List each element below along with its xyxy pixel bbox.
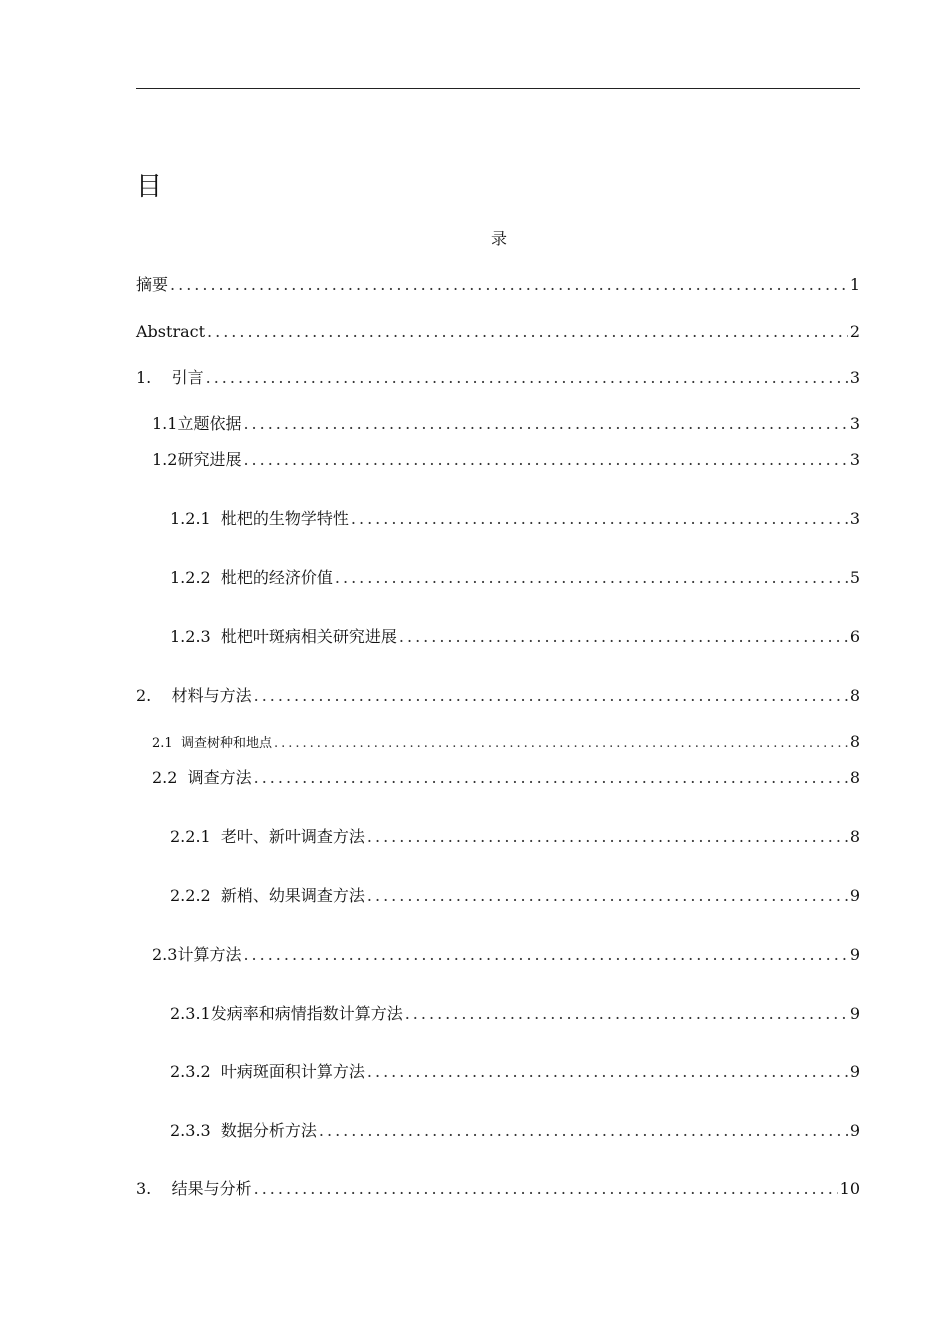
toc-entry-label: 1.2.3 枇杷叶斑病相关研究进展 [170, 627, 397, 646]
toc-entry-label: 2.3.2 叶病斑面积计算方法 [170, 1062, 365, 1081]
toc-entry-page: 9 [849, 886, 860, 905]
toc-entry-page: 8 [849, 732, 860, 751]
toc-entry-page: 2 [849, 322, 860, 341]
toc-entry-label: 1.1立题依据 [152, 414, 242, 433]
toc-leader-dots [206, 366, 848, 390]
toc-leader-dots [274, 732, 848, 756]
toc-entry-page: 3 [849, 368, 860, 387]
toc-heading: 目 [136, 172, 163, 202]
toc-leader-dots [243, 412, 847, 436]
toc-leader-dots [351, 507, 848, 531]
toc-entry-page: 1 [849, 275, 860, 294]
toc-entry-label: 2.2 调查方法 [152, 768, 252, 787]
toc-entry-label: 2.3计算方法 [152, 945, 242, 964]
toc-entry-page: 3 [849, 509, 860, 528]
toc-entry-2-3-1[interactable] [170, 1002, 860, 1026]
header-rule [136, 88, 860, 89]
toc-leader-dots [367, 884, 848, 908]
toc-entry-page: 10 [839, 1179, 860, 1198]
toc-leader-dots [243, 943, 847, 967]
toc-entry-label: Abstract [136, 322, 206, 341]
toc-entry-2-1[interactable] [152, 730, 860, 754]
toc-leader-dots [170, 273, 848, 297]
toc-entry-2-3-2[interactable] [170, 1060, 860, 1084]
toc-entry-2-3[interactable] [152, 943, 860, 967]
toc-entry-label: 3. 结果与分析 [136, 1179, 252, 1198]
toc-leader-dots [254, 684, 848, 708]
toc-entry-page: 5 [849, 568, 860, 587]
toc-entry-2-2-2[interactable] [170, 884, 860, 908]
toc-entry-label: 2.2.1 老叶、新叶调查方法 [170, 827, 365, 846]
toc-entry-1-2-2[interactable] [170, 566, 860, 590]
toc-entry-page: 9 [849, 1121, 860, 1140]
toc-leader-dots [207, 320, 848, 344]
toc-entry-label: 1.2研究进展 [152, 450, 242, 469]
toc-entry-page: 9 [849, 1004, 860, 1023]
toc-entry-page: 8 [849, 768, 860, 787]
toc-entry-2-2-1[interactable] [170, 825, 860, 849]
toc-leader-dots [254, 766, 848, 790]
toc-entry-page: 3 [849, 450, 860, 469]
toc-entry-2-3-3[interactable] [170, 1119, 860, 1143]
toc-leader-dots [254, 1177, 838, 1201]
toc-subheading: 录 [490, 229, 507, 248]
toc-leader-dots [335, 566, 848, 590]
toc-entry-results-analysis[interactable] [136, 1177, 860, 1201]
toc-entry-materials-methods[interactable] [136, 684, 860, 708]
toc-entry-page: 8 [849, 686, 860, 705]
toc-leader-dots [405, 1002, 848, 1026]
toc-entry-label: 2.1 调查树种和地点 [152, 736, 272, 751]
toc-leader-dots [399, 625, 848, 649]
toc-entry-label: 2.3.1发病率和病情指数计算方法 [170, 1004, 403, 1023]
toc-leader-dots [367, 1060, 848, 1084]
toc-entry-label: 2.3.3 数据分析方法 [170, 1121, 317, 1140]
toc-entry-label: 1.2.1 枇杷的生物学特性 [170, 509, 349, 528]
toc-entry-1-2[interactable] [152, 448, 860, 472]
toc-entry-1-2-3[interactable] [170, 625, 860, 649]
toc-entry-label: 1. 引言 [136, 368, 204, 387]
toc-leader-dots [243, 448, 847, 472]
toc-entry-1-1[interactable] [152, 412, 860, 436]
toc-entry-abstract-cn[interactable] [136, 273, 860, 297]
toc-entry-label: 摘要 [136, 275, 169, 294]
toc-entry-abstract[interactable] [136, 320, 860, 344]
toc-entry-page: 9 [849, 945, 860, 964]
toc-entry-2-2[interactable] [152, 766, 860, 790]
toc-entry-1-2-1[interactable] [170, 507, 860, 531]
toc-entry-label: 2.2.2 新梢、幼果调查方法 [170, 886, 365, 905]
toc-entry-introduction[interactable] [136, 366, 860, 390]
toc-entry-label: 1.2.2 枇杷的经济价值 [170, 568, 333, 587]
toc-entry-page: 8 [849, 827, 860, 846]
toc-entry-page: 9 [849, 1062, 860, 1081]
toc-entry-label: 2. 材料与方法 [136, 686, 252, 705]
toc-entry-page: 6 [849, 627, 860, 646]
toc-entry-page: 3 [849, 414, 860, 433]
toc-leader-dots [319, 1119, 848, 1143]
toc-leader-dots [367, 825, 848, 849]
